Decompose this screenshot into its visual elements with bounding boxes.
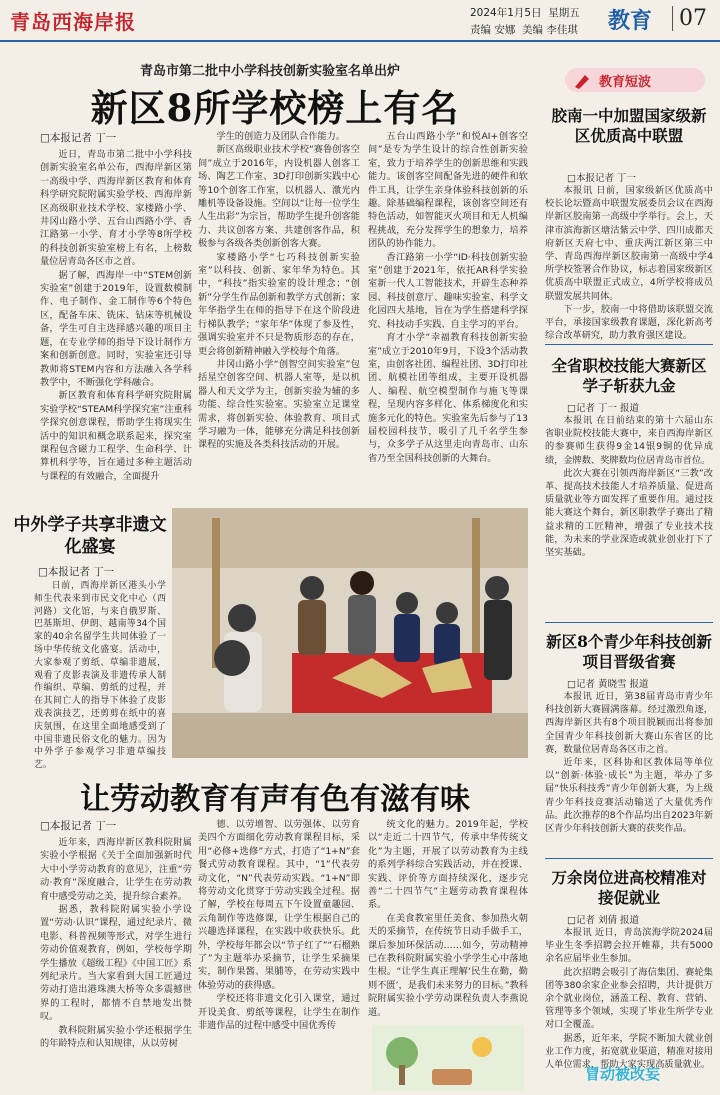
lead-column-3 <box>368 130 528 500</box>
culture-body <box>34 580 166 771</box>
labor-headline: 让劳动教育有声有色有滋有味 <box>80 782 470 817</box>
culture-story-box <box>12 508 168 771</box>
paragraph: 五台山西路小学“和悦AI+创客空间”是专为学生设计的综合性创新实验室，致力于培养学生的创新思维和实践能力。该创客空间配备先进的硬件和软件工具，让学生亲身体验科技创新的乐趣。除基础编程课程，该创客空间还有特色活动，如智能灭火项目和无人机编程挑战，充分发挥学生的想象力，培养团队的协作能力。 <box>368 131 528 250</box>
divider <box>545 344 713 345</box>
brief-tag-label: 教育短波 <box>599 75 652 90</box>
labor-column-1 <box>40 836 192 1091</box>
paragraph: 据了解，西海岸一中“STEM创新实验室”创建于2019年，设置数模制作、电子制作、金工制作等6个特色区，配备车床、铣床、钻床等机械设备，学生可自主选择感兴趣的项目主题，在专业学师的指导下设计制作方案和创新创意。同时，实验室还引导教师将STEM内容和方法融入各学科教学中，不断强化学科融合。 <box>40 269 192 388</box>
paragraph: 下一步，胶南一中将借助该联盟交流平台，承接国家级教育课题，深化新高考综合改革研究，助力教育强区建设。 <box>545 303 713 342</box>
photo-illustration <box>172 508 528 758</box>
culture-headline: 中外学子共享非遗文化盛宴 <box>13 515 167 557</box>
paragraph: 新区高级职业技术学校“赛鲁创客空间”成立于2016年，内设机器人创客工场、陶艺工作室、3D打印创新实践中心等10个创客工作室，以机器人、激光内雕机等设备设施。空间以“让每一位学生人生出彩”为宗旨，帮助学生提升创客能力、共议创客方案、共建创客作品，积极参与各级各类创新创客大赛。 <box>198 144 360 250</box>
paragraph: 学校还将非遗文化引入课堂，通过开设美食、剪纸等课程，让学生在制作非遗作品的过程中感受中国优秀传 <box>198 993 360 1032</box>
brief-body-3 <box>545 690 713 856</box>
paragraph: 井冈山路小学“创智空间实验室”包括星空创客空间、机器人室等，是以机器人和天文学为主，创新实验为辅的多功能、综合性实验室。实验室立足课堂需求，将创新实验、体验教育、项目式学习融为一体，能够充分满足科技创新课程的实施及各类科技活动的开展。 <box>198 358 360 451</box>
paragraph: 此次大赛在引领西海岸新区“三教”改革、提高技术技能人才培养质量、促进高质量就业等方面发挥了重要作用。通过技能大赛这个舞台，新区职教学子赛出了精益求精的工匠精神，增强了专业技术技能，为未来的学业深造或就业创业打下了坚实基础。 <box>545 467 713 559</box>
paragraph: 据悉，近年来，学院不断加大就业创业工作力度，拓宽就业渠道，精准对接用人单位需求，帮助大家实现高质量就业。 <box>545 1032 713 1071</box>
paragraph: 德、以劳增智、以劳强体、以劳育美四个方面细化劳动教育课程目标，采用“必修+选修”方式，打造了“1+N”套餐式劳动教育课程。其中，“1”代表劳动文化，“N”代表劳动实践。“1+N”即将劳动文化贯穿于劳动实践全过程。据了解，学校在每周五下午设置童趣园、云角制作等选修课，让学生根据自己的兴趣选择课程，在实践中收获快乐。此外，学校每年都会以“节子红了”“石榴熟了”为主题举办采摘节，让学生采摘果实，制作果酱、果脯等，在劳动实践中体验劳动的获得感。 <box>198 819 360 991</box>
issue-meta <box>470 5 580 37</box>
lead-headline: 新区8所学校榜上有名 <box>90 86 460 130</box>
issue-date: 2024年1月5日 <box>470 7 542 19</box>
paragraph: 在美食教室里任美食、参加热火朝天的采摘节，在传统节日动手做手工，课后参加环保活动……如今，劳动精神已在教科院附属实验小学学生心中落地生根。“让学生真正理解‘民生在勤，勤则不匮’，是我们未来努力的目标。”教科院附属实验小学劳动课程负责人李燕说道。 <box>368 912 528 1018</box>
brief-headline-1: 胶南一中加盟国家级新区优质高中联盟 <box>551 106 707 145</box>
paragraph: 学生的创造力及团队合作能力。 <box>216 131 346 142</box>
brief-byline-1: □本报记者 丁一 <box>567 173 636 184</box>
masthead <box>0 0 720 42</box>
brief-body-1 <box>545 184 713 344</box>
labor-column-3 <box>368 818 528 1018</box>
divider <box>545 622 713 623</box>
lead-byline: □本报记者 丁一 <box>40 132 117 144</box>
brief-headline-4: 万余岗位进高校精准对接促就业 <box>551 868 707 907</box>
editor-label: 责编 <box>470 24 491 36</box>
watermark: 冒动被改妄 <box>585 1065 661 1083</box>
paragraph: 此次招聘会吸引了海信集团、赛轮集团等380余家企业参会招聘，共计提供万余个就业岗位，涵盖工程、教育、营销、管理等多个领域，实现了毕业生所学专业对口全覆盖。 <box>545 966 713 1031</box>
lead-kicker: 青岛市第二批中小学科技创新实验室名单出炉 <box>139 64 400 79</box>
paragraph: 据悉，教科院附属实验小学设置“劳动·认识”课程，通过纪录片、微电影、科普视频等形式，对学生进行劳动价值观教育，例如，学校每学期学生播放《超级工程》《中国工匠》系列纪录片。当大家看到大国工匠通过劳动打造出港珠澳大桥等众多震撼世界的工程时，都情不自禁地发出赞叹。 <box>40 904 192 1023</box>
paragraph: 本报讯 近日，青岛滨海学院2024届毕业生冬季招聘会拉开帷幕，共有5000余名应届毕业生参加。 <box>545 927 713 965</box>
newspaper-logo: 青岛西海岸报 <box>10 10 136 34</box>
paragraph: 育才小学“幸福教育科技创新实验室”成立于2010年9月，下设3个活动教室，由创客社团、编程社团、3D打印社团、航模社团等组成，主要开设机器人、编程、航空模型制作与施飞等课程，呈现内容多样化、体系梯度化和实施多元化的特色。实验室先后参与了13届校园科技节，吸引了几千名学生参与，众多学子从这里走向青岛市、山东省乃至全国科技创新的大舞台。 <box>368 332 528 464</box>
paragraph: 本报讯 近日，第38届青岛市青少年科技创新大赛圆满落幕。经过激烈角逐，西海岸新区共有8个项目脱颖而出将参加全国青少年科技创新大赛山东省区的比赛，数量位居青岛各区市之首。 <box>545 691 713 755</box>
brief-byline-4: □记者 刘倩 报道 <box>567 915 640 926</box>
divider <box>545 858 713 859</box>
paragraph: 本报讯 日前，国家级新区优质高中校长论坛暨高中联盟发展委员会议在西海岸新区胶南第一高级中学举行。会上，天津市滨海新区塘沽紫云中学、四川成都天府新区天府七中、重庆两江新区第三中学、青岛西海岸新区胶南第一高级中学4所学校签署合作协议，标志着国家级新区优质高中联盟正式成立，4所学校将成员联盟发展共同体。 <box>545 185 713 302</box>
brief-headline-2: 全省职校技能大赛新区学子斩获九金 <box>551 356 707 395</box>
paragraph: 统文化的魅力。2019年起，学校以“走近二十四节气，传承中华传统文化”为主题，开展了以劳动教育为主线的系列学科综合实践活动，并在授课、实践、评价等方面持续深化，逐步完善“二十四节气”主题劳动教育课程体系。 <box>368 819 528 911</box>
news-brief-rail <box>545 48 713 1095</box>
brief-body-2 <box>545 414 713 620</box>
garden-illustration <box>372 1025 524 1091</box>
paragraph: 日前，西海岸新区港头小学师生代表来到市民文化中心（西河路）文化馆，与来自俄罗斯、巴基斯坦、伊朗、越南等34个国家的40余名留学生共同体验了一场中华传统文化盛宴。活动中，大家参观了剪纸、草编非遗展，观看了皮影表演及非遗传承人制作编织、草编、剪纸的过程，并在其间亡人的指导下体验了皮影戏表演技艺，还剪剪在纸中的喜庆氛围，在这里全面地感受到了中国非遗民俗文化的魅力。因为中外学子参观学习非遗草编技艺。 <box>34 581 166 771</box>
paragraph: 新区教育和体育科学研究院附属实验学校“STEAM科学探究室”注重科学探究创意课程，帮助学生将现实生活中的知识和概念联系起来，探究室课程包含磁力工程学、生命科学、计算机科学等，旨在通过多种主题活动与课程的有效融合，全面提升 <box>40 390 192 482</box>
labor-column-2 <box>198 818 360 1091</box>
paragraph: 本报讯 在日前结束的第十六届山东省职业院校技能大赛中，来自西海岸新区的参赛师生获得9金14银9铜的优异成绩，金牌数、奖牌数均位居青岛市首位。 <box>545 415 713 466</box>
paragraph: 近日，青岛市第二批中小学科技创新实验室名单公布，西海岸新区第一高级中学、西海岸新区教育和体育科学研究院附属实验学校、西海岸新区高级职业技术学校、家楼路小学、井冈山路小学、五台山西路小学、香江路第一小学、育才小学等8所学校的科技创新实验室榜上有名，上榜数量位居青岛各区市之首。 <box>40 149 192 268</box>
designer-label: 美编 <box>522 24 544 36</box>
labor-byline: □本报记者 丁一 <box>40 820 117 832</box>
students-heritage-photo <box>172 508 528 758</box>
page-number: 07 <box>672 6 707 31</box>
paragraph: 香江路第一小学“ID·科技创新实验室”创建于2021年，依托AR科学实验室新一代人工智能技术，开辟生态种养园、科技创意厅、趣味实验室、科学文化园四大基地，旨在为学生搭建科学探究、科技动手实践、自主学习的平台。 <box>368 251 528 330</box>
paragraph: 近年来，区科协和区教体局等单位以“创新·体验·成长”为主题，举办了多届“快乐科技秀”青少年创新大赛，为上级青少年科技竞赛活动输送了大量优秀作品。此次推荐的8个作品均出自2023年新区青少年科技创新大赛的获奖作品。 <box>545 757 713 835</box>
brief-byline-3: □记者 黄晓雪 报道 <box>567 679 649 690</box>
paragraph: 家楼路小学“七巧科技创新实验室”以科技、创新、家年华为特色。其中，“科技”指实验室的设计理念；“创新”分学生作品创新和教学方式创新；家年华指学生在师的指导下在这个阶段进行梯队教学；“家年华”体现了参及性，强调实验室并不只是物质形态的存在，更会将创新精神融入学校每个角落。 <box>198 251 360 357</box>
section-name: 教育 <box>608 8 653 34</box>
culture-byline: □本报记者 丁一 <box>38 566 115 578</box>
brief-headline-3: 新区8个青少年科技创新项目晋级省赛 <box>546 632 712 671</box>
designer-name: 李佳琪 <box>546 24 578 36</box>
lead-column-1 <box>40 148 192 500</box>
brief-tag <box>565 68 705 92</box>
issue-weekday: 星期五 <box>548 7 580 19</box>
editor-name: 安娜 <box>494 24 516 36</box>
brief-byline-2: □记者 丁一 报道 <box>567 403 640 414</box>
lead-column-2 <box>198 130 360 500</box>
paragraph: 近年来，西海岸新区教科院附属实验小学根据《关于全面加强新时代大中小学劳动教育的意见》，注重“劳动·教育”深度融合，让学生在劳动教育中感受劳动之美，提升综合素养。 <box>40 837 192 902</box>
paragraph: 教科院附属实验小学还根据学生的年龄特点和认知规律，从以劳树 <box>40 1024 192 1050</box>
pen-icon <box>573 71 593 89</box>
